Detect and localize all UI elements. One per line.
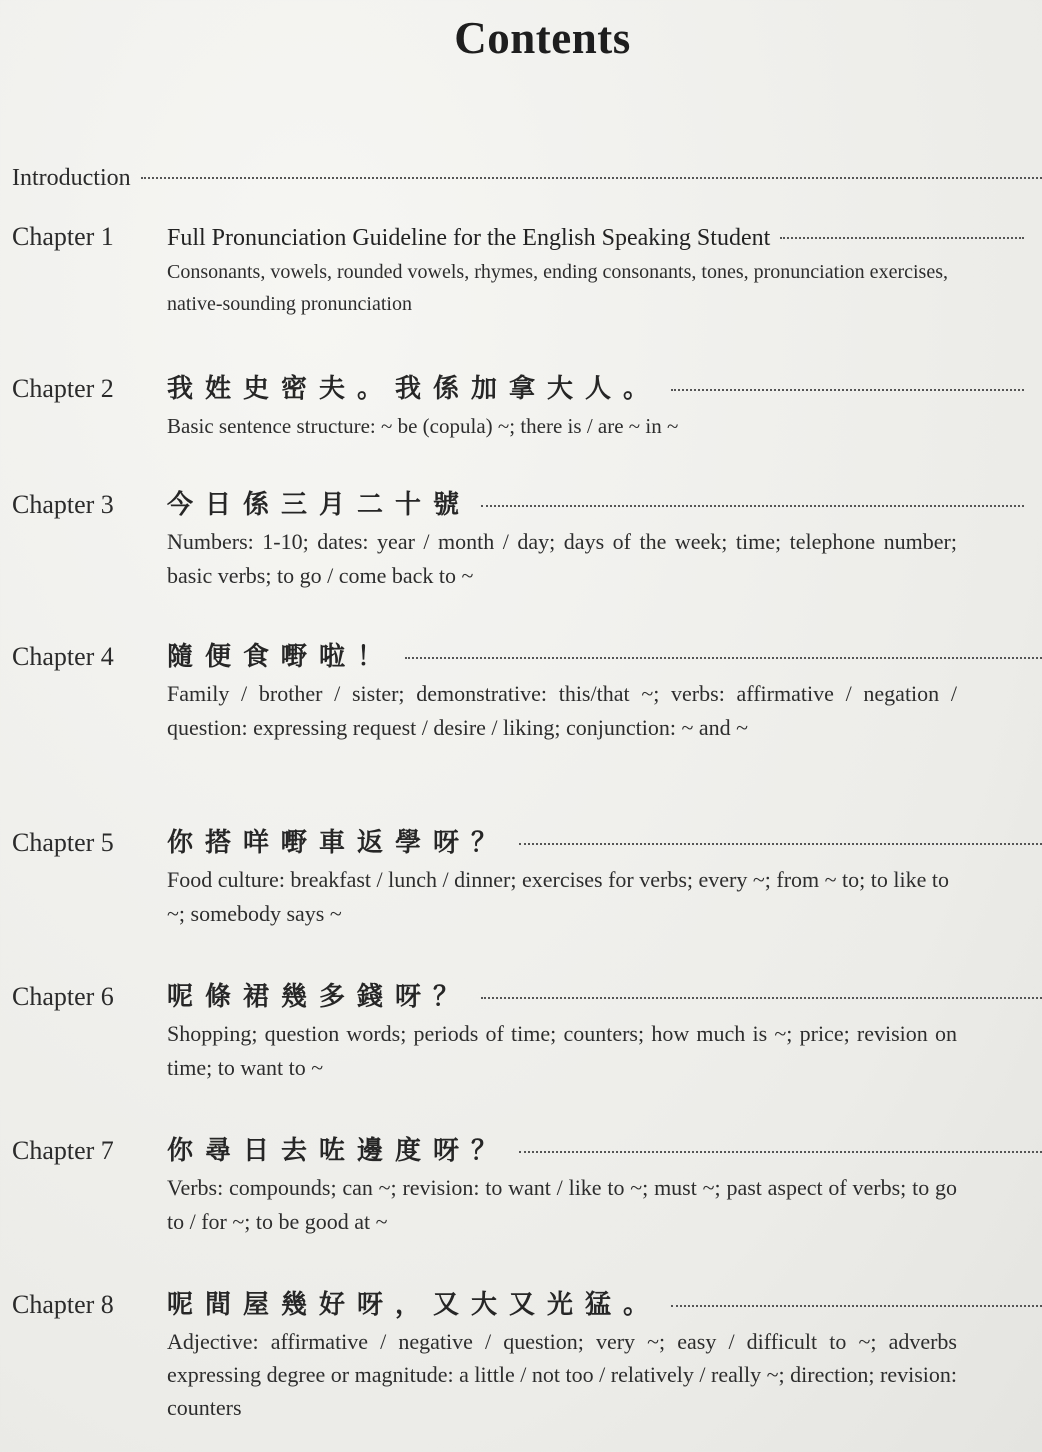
chapter-label: Chapter 7 [12, 1136, 114, 1165]
chapter-label: Chapter 2 [12, 374, 114, 403]
chapter-description: Numbers: 1-10; dates: year / month / day; days of the week; time; telephone number; basic verbs; to go / come back to ~ [167, 529, 957, 588]
chapter-description: Shopping; question words; periods of time; counters; how much is ~; price; revision on time; to want to ~ [167, 1021, 957, 1080]
chapter-heading: 呢間屋幾好呀，又大又光猛。 [167, 1290, 662, 1320]
toc-entry-chapter-1[interactable] [12, 222, 1042, 320]
chapter-heading: 隨便食嘢啦！ [167, 642, 396, 672]
dot-leader [481, 505, 1024, 507]
introduction-label: Introduction [12, 165, 131, 191]
chapter-heading: 你尋日去咗邊度呀？ [167, 1136, 510, 1166]
chapter-description: Verbs: compounds; can ~; revision: to want / like to ~; must ~; past aspect of verbs; to go to / for ~; to be good at ~ [167, 1175, 957, 1234]
chapter-label: Chapter 6 [12, 982, 114, 1011]
dot-leader [671, 389, 1024, 391]
toc-entry-chapter-4[interactable] [12, 636, 1042, 745]
dot-leader [405, 657, 1042, 659]
page-title: Contents [454, 13, 631, 63]
chapter-heading: Full Pronunciation Guideline for the English Speaking Student [167, 225, 771, 251]
toc-entry-introduction[interactable] [12, 165, 1042, 192]
chapter-label: Chapter 4 [12, 642, 114, 671]
chapter-label: Chapter 3 [12, 490, 114, 519]
dot-leader [519, 1151, 1042, 1153]
chapter-description: Adjective: affirmative / negative / question; very ~; easy / difficult to ~; adverbs expressing degree or magnitude: a little / not too / relatively / really ~; direction; revision: counters [167, 1329, 957, 1420]
dot-leader [780, 237, 1024, 239]
chapter-description: Food culture: breakfast / lunch / dinner; exercises for verbs; every ~; from ~ to; to like to ~; somebody says ~ [167, 867, 949, 926]
toc-entry-chapter-8[interactable] [12, 1284, 1042, 1424]
chapter-heading: 今日係三月二十號 [167, 490, 472, 520]
chapter-heading: 你搭咩嘢車返學呀？ [167, 828, 510, 858]
dot-leader [141, 177, 1042, 179]
chapter-label: Chapter 8 [12, 1290, 114, 1319]
chapter-heading: 我姓史密夫。我係加拿大人。 [167, 374, 662, 404]
toc-entry-chapter-5[interactable] [12, 822, 1042, 931]
chapter-label: Chapter 1 [12, 222, 114, 251]
chapter-description: Consonants, vowels, rounded vowels, rhymes, ending consonants, tones, pronunciation exercises, native-sounding pronunciation [167, 261, 948, 315]
toc-entry-chapter-3[interactable] [12, 484, 1042, 593]
chapter-heading: 呢條裙幾多錢呀？ [167, 982, 472, 1012]
toc-entry-chapter-7[interactable] [12, 1130, 1042, 1239]
chapter-label: Chapter 5 [12, 828, 114, 857]
toc-entry-chapter-2[interactable] [12, 368, 1042, 443]
dot-leader [481, 997, 1042, 999]
dot-leader [671, 1305, 1042, 1307]
toc-entry-chapter-6[interactable] [12, 976, 1042, 1085]
dot-leader [519, 843, 1042, 845]
chapter-description: Basic sentence structure: ~ be (copula) ~; there is / are ~ in ~ [167, 414, 679, 438]
chapter-description: Family / brother / sister; demonstrative: this/that ~; verbs: affirmative / negation / question: expressing request / desire / liking; conjunction: ~ and ~ [167, 681, 957, 740]
